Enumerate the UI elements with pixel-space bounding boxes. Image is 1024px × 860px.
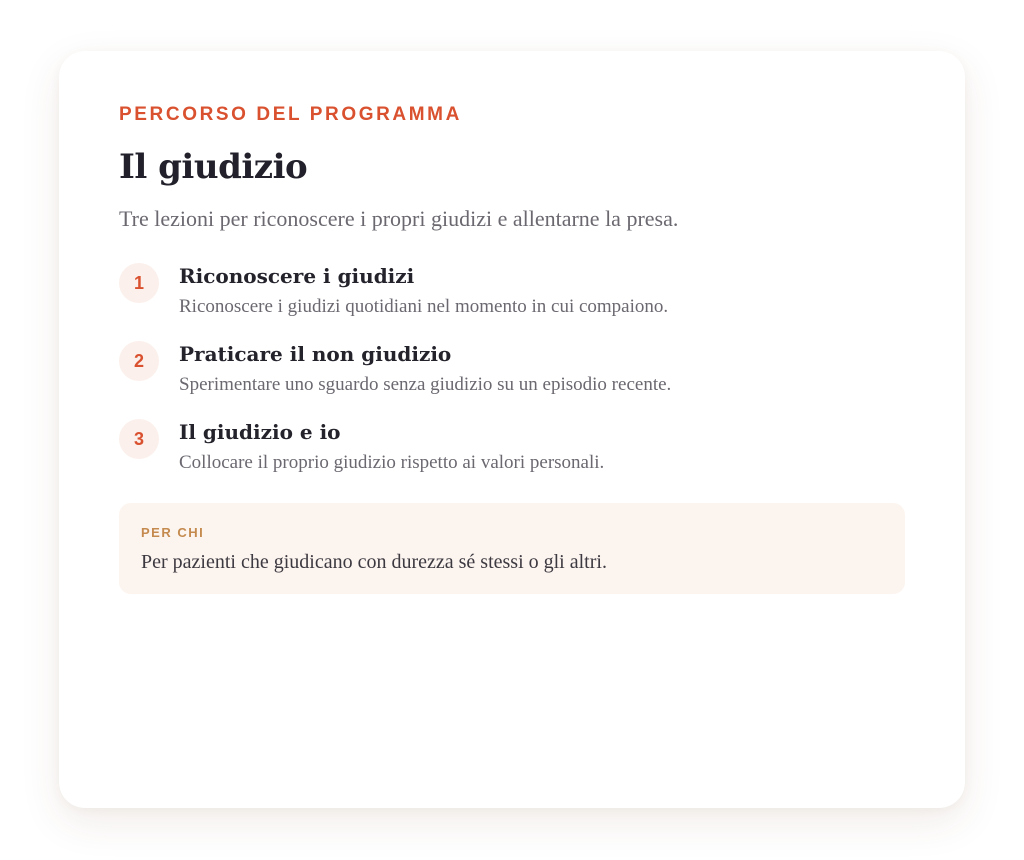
program-eyebrow: PERCORSO DEL PROGRAMMA — [119, 104, 462, 125]
program-title: Il giudizio — [119, 147, 308, 187]
lesson-number-badge: 2 — [119, 341, 159, 381]
lesson-item — [119, 261, 905, 339]
lesson-description: Collocare il proprio giudizio rispetto ai valori personali. — [179, 452, 605, 473]
lesson-description: Sperimentare uno sguardo senza giudizio su un episodio recente. — [179, 374, 672, 395]
lesson-title: Riconoscere i giudizi — [179, 264, 415, 288]
program-subtitle: Tre lezioni per riconoscere i propri giudizi e allentarne la presa. — [119, 206, 679, 231]
lesson-list — [119, 261, 905, 495]
audience-callout — [119, 503, 905, 594]
program-card — [59, 51, 965, 808]
lesson-title: Praticare il non giudizio — [179, 342, 452, 366]
lesson-description: Riconoscere i giudizi quotidiani nel momento in cui compaiono. — [179, 296, 669, 317]
lesson-item — [119, 417, 905, 495]
lesson-item — [119, 339, 905, 417]
lesson-number-badge: 3 — [119, 419, 159, 459]
lesson-number-badge: 1 — [119, 263, 159, 303]
lesson-title: Il giudizio e io — [179, 420, 341, 444]
audience-text: Per pazienti che giudicano con durezza sé stessi o gli altri. — [141, 550, 607, 573]
audience-label: PER CHI — [141, 525, 205, 540]
